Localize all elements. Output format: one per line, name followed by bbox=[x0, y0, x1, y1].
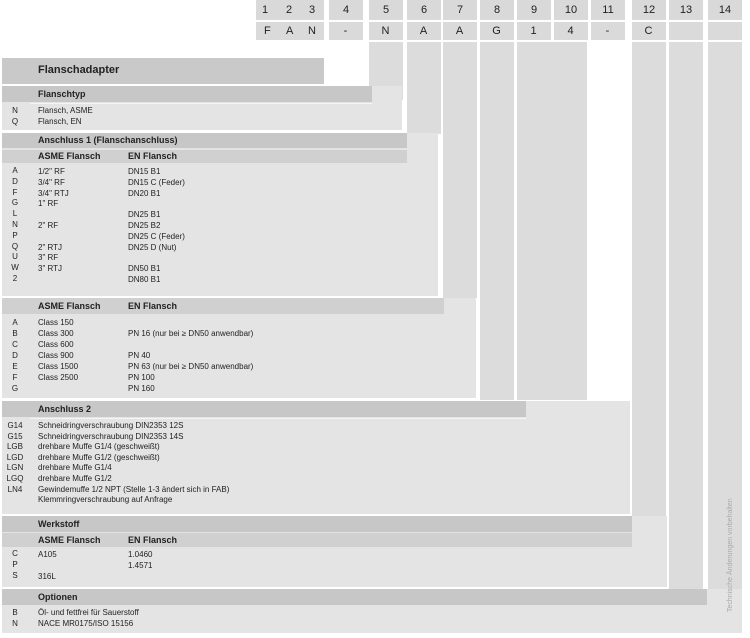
column-13-connector bbox=[669, 42, 703, 592]
code-5: N bbox=[369, 22, 403, 40]
flanschtyp-values: Flansch, ASME Flansch, EN bbox=[38, 106, 93, 126]
position-14: 14 bbox=[708, 0, 742, 20]
code-8: G bbox=[480, 22, 514, 40]
position-9: 9 bbox=[517, 0, 551, 20]
optionen-header bbox=[2, 589, 707, 605]
position-4: 4 bbox=[329, 0, 363, 20]
anschluss1-asme-header: ASME Flansch bbox=[38, 151, 101, 161]
code-6: A bbox=[407, 22, 441, 40]
anschluss1-section bbox=[2, 133, 438, 296]
anschluss1-header-label: Anschluss 1 (Flanschanschluss) bbox=[38, 135, 178, 145]
anschluss1-header bbox=[2, 133, 407, 148]
code-3: N bbox=[308, 25, 317, 37]
position-13: 13 bbox=[669, 0, 703, 20]
title-bar bbox=[2, 58, 324, 84]
werkstoff-en-values: 1.0460 1.4571 bbox=[128, 550, 153, 570]
code-2: A bbox=[286, 25, 295, 37]
code-7: A bbox=[443, 22, 477, 40]
werkstoff-asme-values: A105 316L bbox=[38, 550, 57, 581]
werkstoff-codes: C P S bbox=[12, 549, 18, 580]
pressure-asme-header: ASME Flansch bbox=[38, 301, 101, 311]
column-7-connector bbox=[443, 42, 477, 298]
pressure-en-values: PN 16 (nur bei ≥ DN50 anwendbar) PN 40 PN 63 (nur bei ≥ DN50 anwendbar) PN 100 PN 160 bbox=[128, 329, 254, 393]
code-9: 1 bbox=[517, 22, 551, 40]
divider bbox=[30, 103, 372, 104]
page-title: Flanschadapter bbox=[38, 64, 120, 76]
pressure-section bbox=[2, 298, 476, 398]
werkstoff-subheader bbox=[2, 533, 632, 547]
anschluss2-values: Schneidringverschraubung DIN2353 12S Schneidringverschraubung DIN2353 14S drehbare Muffe G1/4 (geschweißt) drehbare Muffe G1/2 (geschweißt) drehbare Muffe G1/4 drehbare Muffe G1/2 Gewindemuffe 1/2 NPT (Stelle 1-3 ändert sich in FAB) Klemmringverschraubung auf Anfrage bbox=[38, 421, 230, 505]
anschluss2-header bbox=[2, 401, 526, 417]
anschluss2-section bbox=[2, 401, 630, 514]
flanschtyp-header bbox=[2, 86, 372, 102]
code-11: - bbox=[591, 22, 625, 40]
werkstoff-section bbox=[2, 516, 667, 587]
code-1: F bbox=[264, 25, 272, 37]
position-12: 12 bbox=[632, 0, 666, 20]
position-1-3-cell bbox=[256, 0, 324, 20]
anschluss1-asme-values: 1/2" RF 3/4" RF 3/4" RTJ 1" RF 2" RF 2" RTJ 3" RF 3" RTJ bbox=[38, 167, 69, 274]
anschluss2-codes: G14 G15 LGB LGD LGN LGQ LN4 bbox=[6, 421, 24, 494]
flanschtyp-section bbox=[2, 86, 402, 130]
werkstoff-header-label: Werkstoff bbox=[38, 519, 80, 529]
werkstoff-en-header: EN Flansch bbox=[128, 535, 178, 545]
code-10: 4 bbox=[554, 22, 588, 40]
side-note: Technische Änderungen vorbehalten bbox=[727, 498, 734, 612]
column-9-10-connector bbox=[517, 42, 587, 400]
pressure-subheader bbox=[2, 298, 444, 314]
column-6-connector bbox=[407, 42, 441, 134]
anschluss2-header-label: Anschluss 2 bbox=[38, 404, 92, 414]
column-8-connector bbox=[480, 42, 514, 400]
werkstoff-header bbox=[2, 516, 632, 532]
anschluss1-subheader bbox=[2, 150, 407, 163]
code-1-3-cell bbox=[256, 22, 324, 40]
position-10: 10 bbox=[554, 0, 588, 20]
optionen-values: Öl- und fettfrei für Sauerstoff NACE MR0175/ISO 15156 bbox=[38, 608, 139, 628]
position-8: 8 bbox=[480, 0, 514, 20]
divider bbox=[30, 418, 526, 419]
werkstoff-asme-header: ASME Flansch bbox=[38, 535, 101, 545]
code-14 bbox=[708, 22, 742, 40]
anschluss1-en-values: DN15 B1 DN15 C (Feder) DN20 B1 DN25 B1 DN25 B2 DN25 C (Feder) DN25 D (Nut) DN50 B1 DN80 B1 bbox=[128, 167, 185, 284]
code-4: - bbox=[329, 22, 363, 40]
position-3: 3 bbox=[309, 4, 316, 16]
anschluss1-codes: A D F G L N P Q U W 2 bbox=[11, 166, 19, 283]
pressure-asme-values: Class 150 Class 300 Class 600 Class 900 Class 1500 Class 2500 bbox=[38, 318, 79, 382]
position-7: 7 bbox=[443, 0, 477, 20]
code-13 bbox=[669, 22, 703, 40]
position-2: 2 bbox=[286, 4, 293, 16]
flanschtyp-header-label: Flanschtyp bbox=[38, 89, 86, 99]
pressure-codes: A B C D E F G bbox=[11, 318, 19, 393]
position-11: 11 bbox=[591, 0, 625, 20]
optionen-section bbox=[2, 589, 742, 633]
code-12: C bbox=[632, 22, 666, 40]
position-6: 6 bbox=[407, 0, 441, 20]
anschluss1-en-header: EN Flansch bbox=[128, 151, 178, 161]
flanschtyp-codes: N Q bbox=[11, 106, 19, 126]
position-5: 5 bbox=[369, 0, 403, 20]
position-1: 1 bbox=[262, 4, 269, 16]
optionen-header-label: Optionen bbox=[38, 592, 78, 602]
column-12-connector bbox=[632, 42, 666, 520]
optionen-codes: B N bbox=[12, 608, 18, 628]
pressure-en-header: EN Flansch bbox=[128, 301, 178, 311]
